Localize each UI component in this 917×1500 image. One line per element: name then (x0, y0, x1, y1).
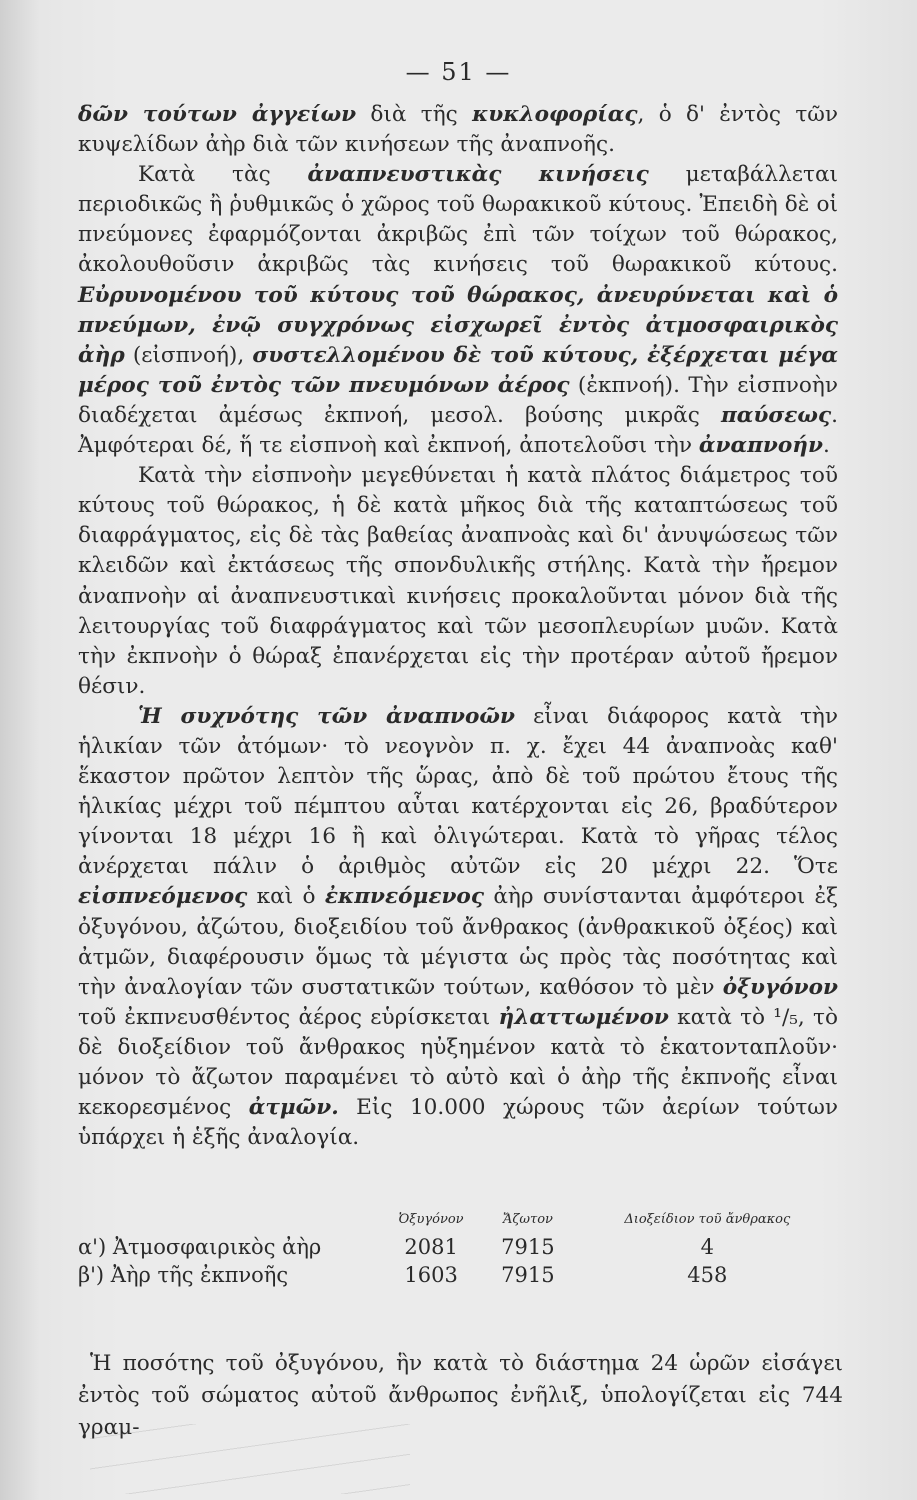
text-run: (ἐκπνοή). Τὴν εἰσπνοὴν διαδέχεται ἀμέσως ἐκπνοή, μεσολ. βούσης μικρᾶς (78, 372, 838, 428)
table-row (78, 1233, 843, 1261)
bold-term: ἀτμῶν. (248, 1095, 339, 1121)
bold-term: ἠλαττωμένον (498, 1004, 669, 1030)
faded-handwriting-smudge (90, 1424, 410, 1494)
bold-term: ἐκπνεόμενος (324, 884, 484, 910)
page-number: — 51 — (405, 58, 512, 86)
text-run: κατὰ τὸ ¹/₅, τὸ δὲ διοξείδιον τοῦ ἄνθρακος ηὐξημένον κατὰ τὸ ἑκατονταπλοῦν· μόνον τὸ ἄζωτον παραμένει τὸ αὐτὸ καὶ ὁ ἀὴρ τῆς ἐκπνοῆς εἶναι κεκορεσμένος (78, 1004, 838, 1121)
header-empty (78, 1212, 378, 1233)
nitrogen-value: 7915 (501, 1263, 555, 1287)
text-run: μεταβάλλεται περιοδικῶς ἢ ῥυθμικῶς ὁ χῶρος τοῦ θωρακικοῦ κύτους. Ἐπειδὴ δὲ οἱ πνεύμονες ἐφαρμόζονται ἀκριβῶς ἐπὶ τῶν τοίχων τοῦ θώρακος, ἀκολουθοῦσιν ἀκριβῶς τὰς κινήσεις τοῦ θωρακικοῦ κύτους. (78, 162, 838, 278)
text-run: . Ἀμφότεραι δέ, ἥ τε εἰσπνοὴ καὶ ἐκπνοή, ἀποτελοῦσι τὴν (78, 402, 838, 459)
paragraph-4 (78, 702, 838, 1153)
paragraph-1 (78, 100, 838, 160)
body-text (78, 100, 838, 1153)
bold-term: ἀναπνοήν (698, 433, 823, 459)
text-run: ἀὴρ συνίστανται ἀμφότεροι ἐξ ὀξυγόνου, ἀζώτου, διοξειδίου τοῦ ἄνθρακος (ἀνθρακικοῦ ὀξέος) καὶ ἀτμῶν, διαφέρουσιν ὅμως τὰ μέγιστα ὡς πρὸς τὰς ποσότητας καὶ τὴν ἀναλογίαν τῶν συστατικῶν τούτων, καθόσον τὸ μὲν (78, 884, 838, 1000)
bold-term: Ἡ συχνότης τῶν ἀναπνοῶν (138, 703, 515, 729)
text-run: (εἰσπνοή), (124, 342, 253, 368)
bold-term: ἀναπνευστικὰς κινήσεις (307, 162, 649, 188)
text-run: διὰ τῆς (356, 102, 473, 127)
text-run: Εἰς 10.000 χώρους τῶν ἀερίων τούτων ὑπάρχει ἡ ἑξῆς ἀναλογία. (78, 1095, 839, 1151)
bold-term: Εὐρυνομένου τοῦ κύτους τοῦ θώρακος, ἀνευρύνεται καὶ ὁ πνεύμων, ἐνῷ συγχρόνως εἰσχωρεῖ ἐντὸς ἀτμοσφαιρικὸς ἀὴρ (78, 282, 838, 368)
text-run: τοῦ ἐκπνευσθέντος ἀέρος εὑρίσκεται (78, 1004, 499, 1030)
header-nitrogen: Ἄζωτον (502, 1212, 553, 1227)
bold-term: εἰσπνεόμενος (78, 884, 248, 910)
row-label: α') Ἀτμοσφαιρικὸς ἀὴρ (78, 1235, 322, 1259)
oxygen-value: 2081 (404, 1235, 458, 1259)
co2-value: 458 (687, 1263, 728, 1287)
bold-term: κυκλοφορίας (472, 102, 638, 127)
oxygen-value: 1603 (404, 1263, 458, 1287)
bold-term: ὀξυγόνον (722, 974, 838, 1000)
bold-term: συστελλομένου δὲ τοῦ κύτους, ἐξέρχεται μέγα μέρος τοῦ ἐντὸς τῶν πνευμόνων ἀέρος (78, 342, 839, 398)
table-header-row (78, 1212, 843, 1233)
row-label: β') Ἀὴρ τῆς ἐκπνοῆς (78, 1263, 289, 1287)
paragraph-3: Κατὰ τὴν εἰσπνοὴν μεγεθύνεται ἡ κατὰ πλάτος διάμετρος τοῦ κύτους τοῦ θώρακος, ἡ δὲ κατὰ μῆκος διὰ τῆς καταπτώσεως τοῦ διαφράγματος, εἰς δὲ τὰς βαθείας ἀναπνοὰς καὶ δι' ἀνυψώσεως τῶν κλειδῶν καὶ ἐκτάσεως τῆς σπονδυλικῆς στήλης. Κατὰ τὴν ἤρεμον ἀναπνοὴν αἱ ἀναπνευστικαὶ κινήσεις προκαλοῦνται μόνον διὰ τῆς λειτουργίας τοῦ διαφράγματος καὶ τῶν μεσοπλευρίων μυῶν. Κατὰ τὴν ἐκπνοὴν ὁ θώραξ ἐπανέρχεται εἰς τὴν προτέραν αὐτοῦ ἤρεμον θέσιν. (78, 463, 838, 699)
paragraph-2 (78, 160, 838, 461)
co2-value: 4 (700, 1235, 714, 1259)
paragraph-5: Ἡ ποσότης τοῦ ὀξυγόνου, ἣν κατὰ τὸ διάστημα 24 ὡρῶν εἰσάγει ἐντὸς τοῦ σώματος αὐτοῦ ἄνθρωπος ἐνῆλιξ, ὑπολογίζεται εἰς 744 γραμ- (78, 1351, 843, 1440)
text-run: . (822, 433, 830, 459)
table-row (78, 1261, 843, 1289)
text-run: καὶ ὁ (247, 884, 325, 910)
header-co2: Διοξείδιον τοῦ ἄνθρακος (624, 1212, 791, 1227)
text-run: εἶναι διάφορος κατὰ τὴν ἡλικίαν τῶν ἀτόμων· τὸ νεογνὸν π. χ. ἔχει 44 ἀναπνοὰς καθ' ἕκαστον πρῶτον λεπτὸν τῆς ὥρας, ἀπὸ δὲ τοῦ πρώτου ἔτους τῆς ἡλικίας μέχρι τοῦ πέμπτου αὗται κατέρχονται εἰς 26, βραδύτερον γίνονται 18 μέχρι 16 ἢ καὶ ὀλιγώτεραι. Κατὰ τὸ γῆρας τέλος ἀνέρχεται πάλιν ὁ ἀριθμὸς αὐτῶν εἰς 20 μέχρι 22. Ὅτε (78, 703, 838, 880)
nitrogen-value: 7915 (501, 1235, 555, 1259)
text-run: , ὁ δ' ἐντὸς τῶν κυψελίδων ἀὴρ διὰ τῶν κινήσεων τῆς ἀναπνοῆς. (78, 102, 839, 158)
header-oxygen: Ὀξυγόνον (398, 1212, 464, 1227)
bold-term: παύσεως (720, 402, 832, 428)
air-composition-table (78, 1212, 843, 1289)
bold-term: δῶν τούτων ἀγγείων (78, 102, 357, 127)
text-run: Κατὰ τὰς (138, 162, 308, 188)
